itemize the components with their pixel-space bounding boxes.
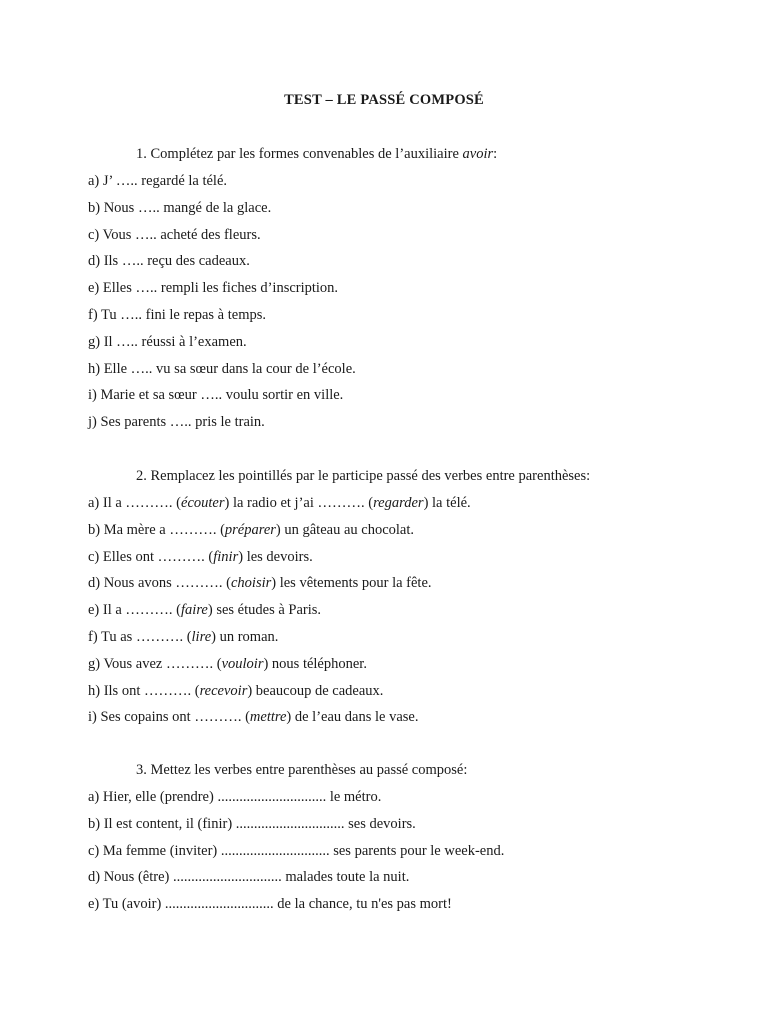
item-text: j) Ses parents ….. pris le train. <box>88 414 265 431</box>
exercise-item <box>88 382 728 409</box>
verb-hint: mettre <box>249 709 287 726</box>
item-text: ) de l’eau dans le vase. <box>286 709 419 726</box>
item-text: d) Nous avons ………. ( <box>88 575 231 592</box>
exercise-item <box>88 490 728 517</box>
item-text: a) Il a ………. ( <box>88 495 182 511</box>
item-text: g) Il ….. réussi à l’examen. <box>88 333 247 350</box>
item-text: d) Nous (être) .............................. malades toute la nuit. <box>88 869 410 886</box>
exercise-item <box>88 329 728 356</box>
verb-hint: choisir <box>230 575 272 592</box>
exercise-item <box>88 168 728 195</box>
exercise-item <box>88 704 728 731</box>
item-text: ) la télé. <box>423 495 471 511</box>
item-text: b) Ma mère a ………. ( <box>88 521 225 538</box>
item-text: e) Elles ….. rempli les fiches d’inscription. <box>88 280 339 297</box>
exercise-1-items <box>88 168 728 436</box>
exercise-2 <box>88 463 728 731</box>
item-text: g) Vous avez ………. ( <box>88 655 222 672</box>
item-text: f) Tu as ………. ( <box>88 628 192 645</box>
exercise-item <box>88 678 728 705</box>
verb-hint: faire <box>181 602 208 619</box>
verb-hint: lire <box>191 628 212 645</box>
item-text: h) Elle ….. vu sa sœur dans la cour de l’école. <box>88 360 356 377</box>
exercise-item <box>88 651 728 678</box>
exercise-item <box>88 864 728 891</box>
verb-hint: regarder <box>373 495 424 511</box>
page-title: TEST – LE PASSÉ COMPOSÉ <box>284 92 484 108</box>
exercise-3 <box>88 757 728 918</box>
verb-hint: écouter <box>181 495 225 511</box>
exercise-item <box>88 544 728 571</box>
item-text: ) les devoirs. <box>238 548 313 565</box>
item-text: e) Tu (avoir) .............................. de la chance, tu n'es pas mort! <box>88 896 452 913</box>
exercise-item <box>88 811 728 838</box>
item-text: ) nous téléphoner. <box>263 655 367 672</box>
item-text: ) beaucoup de cadeaux. <box>247 682 384 699</box>
item-text: ) les vêtements pour la fête. <box>271 575 432 592</box>
verb-hint: recevoir <box>199 682 248 699</box>
exercise-item <box>88 570 728 597</box>
item-text: h) Ils ont ………. ( <box>88 682 200 699</box>
exercise-item <box>88 275 728 302</box>
exercise-1 <box>88 141 728 436</box>
exercise-item <box>88 891 728 918</box>
exercise-item <box>88 409 728 436</box>
item-text: ) un roman. <box>211 628 279 645</box>
item-text: c) Elles ont ………. ( <box>88 548 214 565</box>
exercise-item <box>88 195 728 222</box>
exercise-item <box>88 597 728 624</box>
exercise-2-items <box>88 490 728 731</box>
item-text: a) Hier, elle (prendre) .............................. le métro. <box>88 789 382 805</box>
item-text: ) la radio et j’ai ………. ( <box>224 495 374 511</box>
exercise-2-instruction: 2. Remplacez les pointillés par le participe passé des verbes entre parenthèses: <box>136 468 591 484</box>
item-text: f) Tu ….. fini le repas à temps. <box>88 306 267 323</box>
item-text: b) Nous ….. mangé de la glace. <box>88 199 272 216</box>
item-text: e) Il a ………. ( <box>88 602 182 619</box>
item-text: c) Vous ….. acheté des fleurs. <box>88 226 261 243</box>
item-text: d) Ils ….. reçu des cadeaux. <box>88 253 250 270</box>
item-text: i) Ses copains ont ………. ( <box>88 709 250 726</box>
item-text: ) un gâteau au chocolat. <box>275 521 415 538</box>
item-text: c) Ma femme (inviter) .............................. ses parents pour le week-end. <box>88 842 505 859</box>
item-text: ) ses études à Paris. <box>207 602 322 619</box>
item-text: b) Il est content, il (finir) .............................. ses devoirs. <box>88 815 416 832</box>
verb-hint: préparer <box>224 521 276 538</box>
exercise-item <box>88 838 728 865</box>
exercise-3-instruction: 3. Mettez les verbes entre parenthèses au passé composé: <box>136 762 468 778</box>
exercise-item <box>88 356 728 383</box>
verb-hint: vouloir <box>221 655 264 672</box>
exercise-item <box>88 302 728 329</box>
exercise-3-items <box>88 784 728 918</box>
verb-hint: finir <box>213 548 239 565</box>
exercise-item <box>88 248 728 275</box>
exercise-item <box>88 624 728 651</box>
exercise-item <box>88 517 728 544</box>
exercise-item <box>88 222 728 249</box>
exercise-1-instruction: 1. Complétez par les formes convenables de l’auxiliaire avoir: <box>136 146 498 162</box>
exercise-item <box>88 784 728 811</box>
item-text: a) J’ ….. regardé la télé. <box>88 173 228 189</box>
item-text: i) Marie et sa sœur ….. voulu sortir en ville. <box>88 387 344 404</box>
